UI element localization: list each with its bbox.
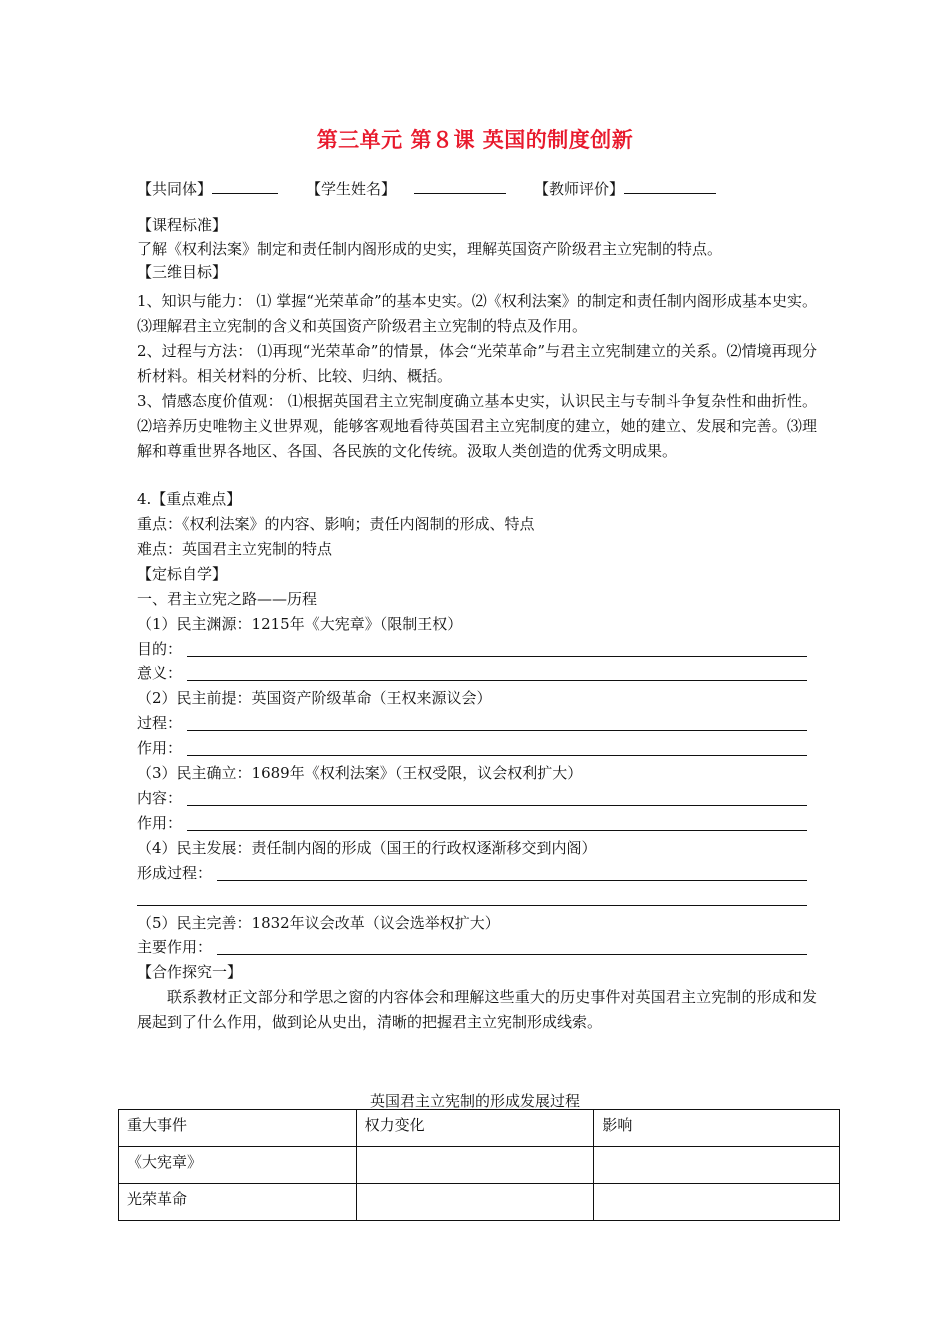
header-info — [137, 178, 817, 199]
standard-heading: 【课程标准】 — [137, 216, 228, 234]
step-1: （1）民主渊源：1215年《大宪章》（限制王权） — [137, 615, 463, 633]
fill-purpose-line[interactable] — [187, 656, 807, 657]
history-table — [118, 1109, 840, 1221]
goals-heading: 【三维目标】 — [137, 263, 228, 281]
key-difficulty: 难点：英国君主立宪制的特点 — [137, 540, 333, 558]
fill-effect-3-label: 作用： — [137, 814, 183, 832]
standard-text: 了解《权利法案》制定和责任制内阁形成的史实，理解英国资产阶级君主立宪制的特点。 — [137, 240, 723, 258]
key-heading: 4.【重点难点】 — [137, 490, 242, 508]
fill-effect-2[interactable] — [137, 736, 807, 760]
step-3: （3）民主确立：1689年《权利法案》（王权受限，议会权利扩大） — [137, 764, 583, 782]
fill-effect-2-line[interactable] — [187, 755, 807, 756]
fill-main-effect-line[interactable] — [217, 954, 807, 955]
fill-formation-label: 形成过程： — [137, 864, 213, 882]
step-2: （2）民主前提：英国资产阶级革命（王权来源议会） — [137, 689, 492, 707]
row-2-influence[interactable] — [594, 1184, 840, 1221]
fill-process[interactable] — [137, 711, 807, 735]
eval-blank[interactable] — [624, 179, 716, 194]
selfstudy-heading: 【定标自学】 — [137, 565, 228, 583]
fill-formation[interactable] — [137, 861, 807, 885]
fill-content-line[interactable] — [187, 805, 807, 806]
row-2-power-change[interactable] — [356, 1184, 594, 1221]
goal-process: 2、过程与方法： ⑴再现“光荣革命”的情景，体会“光荣革命”与君主立宪制建立的关系。⑵情境再现分析材料。相关材料的分析、比较、归纳、概括。 — [137, 342, 817, 385]
coop-heading: 【合作探究一】 — [137, 963, 243, 981]
selfstudy-section: 一、君主立宪之路——历程 — [137, 590, 318, 608]
row-1-event: 《大宪章》 — [119, 1147, 357, 1184]
header-influence: 影响 — [594, 1110, 840, 1147]
key-focus: 重点：《权利法案》的内容、影响；责任内阁制的形成、特点 — [137, 515, 535, 533]
fill-main-effect-label: 主要作用： — [137, 938, 213, 956]
goal-emotion: 3、情感态度价值观： ⑴根据英国君主立宪制度确立基本史实，认识民主与专制斗争复杂性和曲折性。⑵培养历史唯物主义世界观，能够客观地看待英国君主立宪制度的建立，她的建立、发展和完善。⑶理解和尊重世界各地区、各国、各民族的文化传统。汲取人类创造的优秀文明成果。 — [137, 392, 817, 460]
fill-process-label: 过程： — [137, 714, 183, 732]
fill-meaning-label: 意义： — [137, 664, 183, 682]
header-power-change: 权力变化 — [356, 1110, 594, 1147]
fill-content[interactable] — [137, 786, 807, 810]
name-blank[interactable] — [414, 179, 506, 194]
fill-meaning[interactable] — [137, 661, 807, 685]
fill-formation-extra-line[interactable] — [137, 905, 807, 906]
goal-knowledge: 1、知识与能力： ⑴ 掌握“光荣革命”的基本史实。⑵《权利法案》的制定和责任制内阁形成基本史实。⑶理解君主立宪制的含义和英国资产阶级君主立宪制的特点及作用。 — [137, 292, 817, 335]
table-row — [119, 1147, 840, 1184]
group-blank[interactable] — [212, 179, 278, 194]
header-event: 重大事件 — [119, 1110, 357, 1147]
page-title: 第三单元 第８课 英国的制度创新 — [316, 127, 634, 152]
eval-label: 【教师评价】 — [534, 180, 625, 198]
group-label: 【共同体】 — [137, 180, 213, 198]
table-caption: 英国君主立宪制的形成发展过程 — [369, 1092, 580, 1110]
name-label: 【学生姓名】 — [306, 180, 397, 198]
fill-purpose-label: 目的： — [137, 640, 183, 658]
fill-main-effect[interactable] — [137, 935, 807, 959]
table-header-row — [119, 1110, 840, 1147]
table-row — [119, 1184, 840, 1221]
row-1-influence[interactable] — [594, 1147, 840, 1184]
fill-content-label: 内容： — [137, 789, 183, 807]
row-1-power-change[interactable] — [356, 1147, 594, 1184]
fill-meaning-line[interactable] — [187, 680, 807, 681]
fill-effect-3-line[interactable] — [187, 830, 807, 831]
coop-text: 联系教材正文部分和学思之窗的内容体会和理解这些重大的历史事件对英国君主立宪制的形成和发展起到了什么作用，做到论从史出，清晰的把握君主立宪制形成线索。 — [137, 988, 817, 1031]
fill-effect-3[interactable] — [137, 811, 807, 835]
fill-purpose[interactable] — [137, 637, 807, 661]
step-5: （5）民主完善：1832年议会改革（议会选举权扩大） — [137, 914, 500, 932]
step-4: （4）民主发展：责任制内阁的形成（国王的行政权逐渐移交到内阁） — [137, 839, 597, 857]
fill-process-line[interactable] — [187, 730, 807, 731]
row-2-event: 光荣革命 — [119, 1184, 357, 1221]
fill-effect-2-label: 作用： — [137, 739, 183, 757]
fill-formation-line[interactable] — [217, 880, 807, 881]
